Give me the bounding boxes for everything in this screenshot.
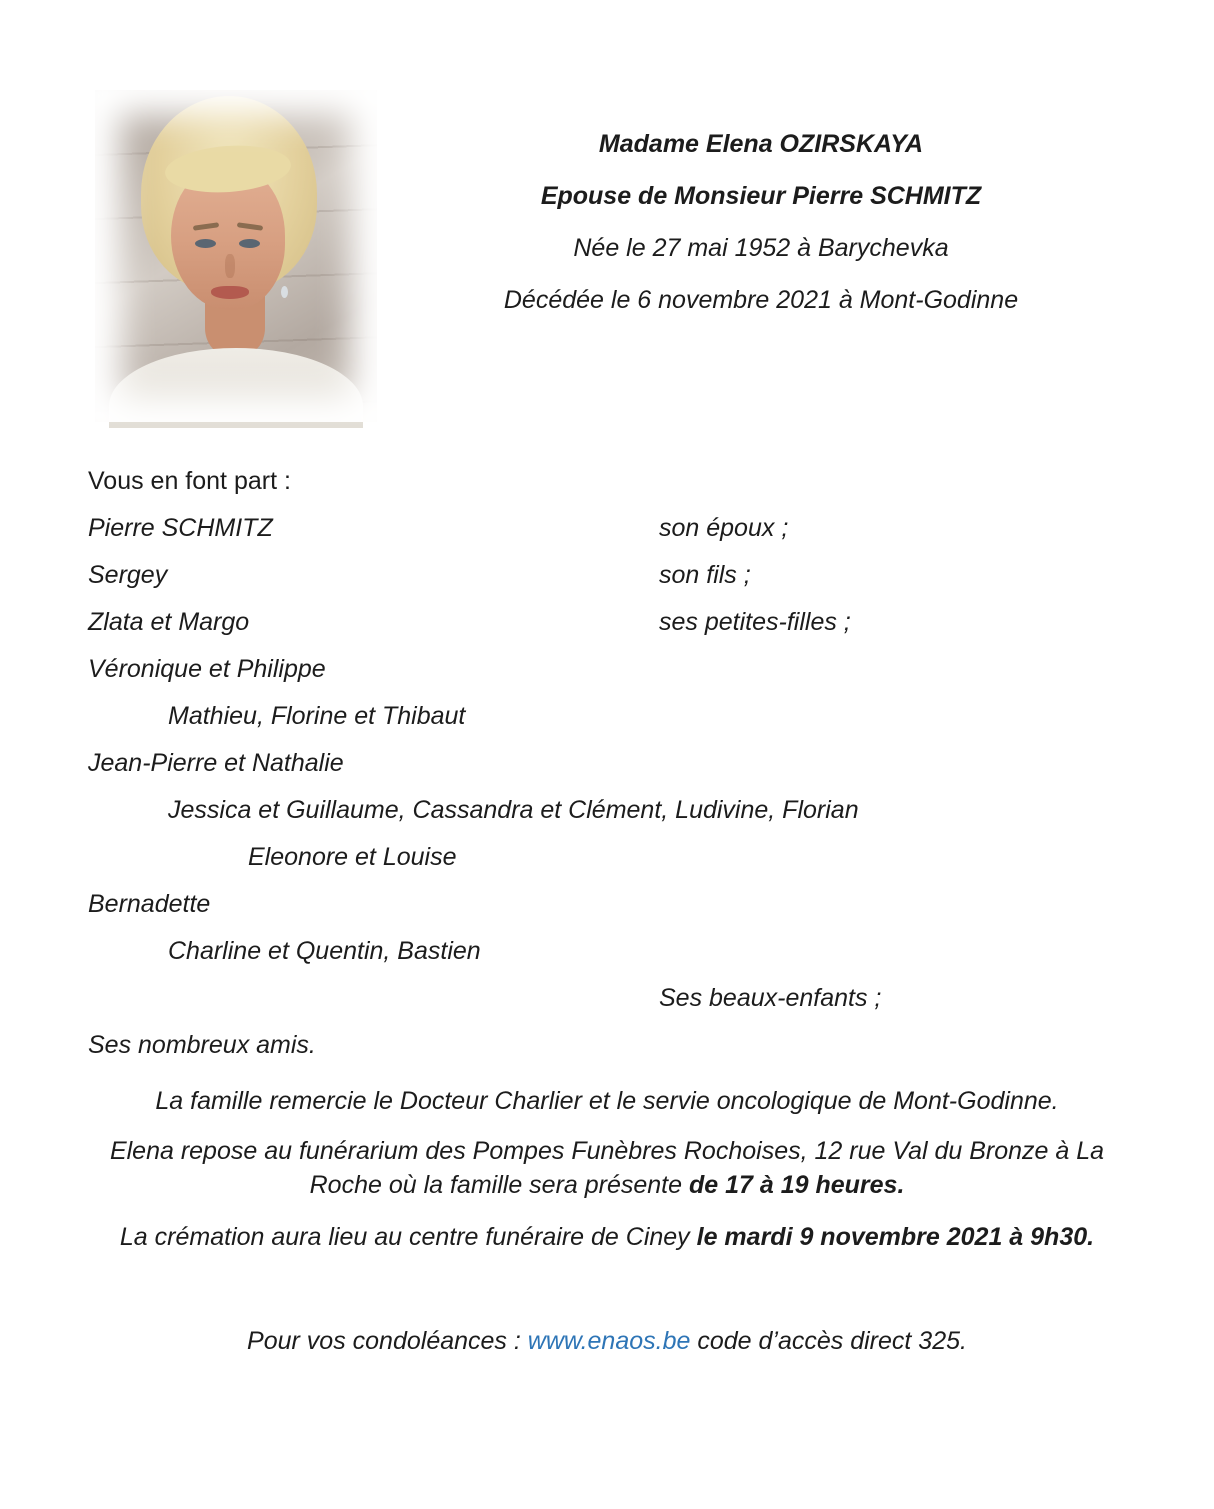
header-block [380, 118, 1142, 326]
family-row [88, 740, 1148, 787]
announcement-list [88, 458, 1148, 1069]
cremation-paragraph [92, 1220, 1122, 1254]
family-row [88, 693, 1148, 740]
family-row [88, 834, 1148, 881]
family-name: Jean-Pierre et Nathalie [88, 749, 344, 777]
family-name: Eleonore et Louise [248, 843, 457, 871]
family-row [88, 975, 1148, 1022]
relation-label: son époux ; [659, 514, 789, 542]
relation-label: son fils ; [659, 561, 751, 589]
relation-label: ses petites-filles ; [659, 608, 851, 636]
condolences-link[interactable]: www.enaos.be [527, 1327, 691, 1355]
family-row [88, 505, 1148, 552]
repose-paragraph [92, 1134, 1122, 1202]
thanks-paragraph: La famille remercie le Docteur Charlier et le servie oncologique de Mont-Godinne. [155, 1087, 1059, 1115]
condolences-prefix: Pour vos condoléances : [247, 1327, 528, 1355]
cremation-date: le mardi 9 novembre 2021 à 9h30. [696, 1223, 1095, 1251]
portrait-photo [95, 90, 377, 422]
family-row [88, 928, 1148, 975]
family-name: Mathieu, Florine et Thibaut [168, 702, 466, 730]
family-name: Jessica et Guillaume, Cassandra et Clément, Ludivine, Florian [168, 796, 859, 824]
spouse-line: Epouse de Monsieur Pierre SCHMITZ [540, 182, 982, 210]
photo-edge-fade [95, 90, 377, 422]
repose-text: Elena repose au funérarium des Pompes Funèbres Rochoises, 12 rue Val du Bronze à La Roche où la famille sera présente [109, 1137, 1105, 1199]
family-name: Sergey [88, 561, 168, 589]
family-name: Ses nombreux amis. [88, 1031, 316, 1059]
family-row [88, 787, 1148, 834]
family-name: Pierre SCHMITZ [88, 514, 273, 542]
intro-line: Vous en font part : [88, 467, 291, 495]
condolences-suffix: code d’accès direct 325. [690, 1327, 967, 1355]
condolences-paragraph [92, 1324, 1122, 1358]
repose-hours: de 17 à 19 heures. [688, 1171, 905, 1199]
family-name: Véronique et Philippe [88, 655, 326, 683]
family-name: Zlata et Margo [88, 608, 250, 636]
family-row [88, 646, 1148, 693]
family-row [88, 881, 1148, 928]
deceased-name: Madame Elena OZIRSKAYA [598, 130, 924, 158]
family-row [88, 599, 1148, 646]
family-name: Charline et Quentin, Bastien [168, 937, 481, 965]
cremation-text: La crémation aura lieu au centre funéraire de Ciney [119, 1223, 697, 1251]
relation-label: Ses beaux-enfants ; [659, 984, 882, 1012]
death-line: Décédée le 6 novembre 2021 à Mont-Godinne [503, 286, 1019, 314]
closing-paragraphs [92, 1084, 1122, 1358]
family-row [88, 1022, 1148, 1069]
family-row [88, 552, 1148, 599]
family-name: Bernadette [88, 890, 211, 918]
birth-line: Née le 27 mai 1952 à Barychevka [573, 234, 949, 262]
